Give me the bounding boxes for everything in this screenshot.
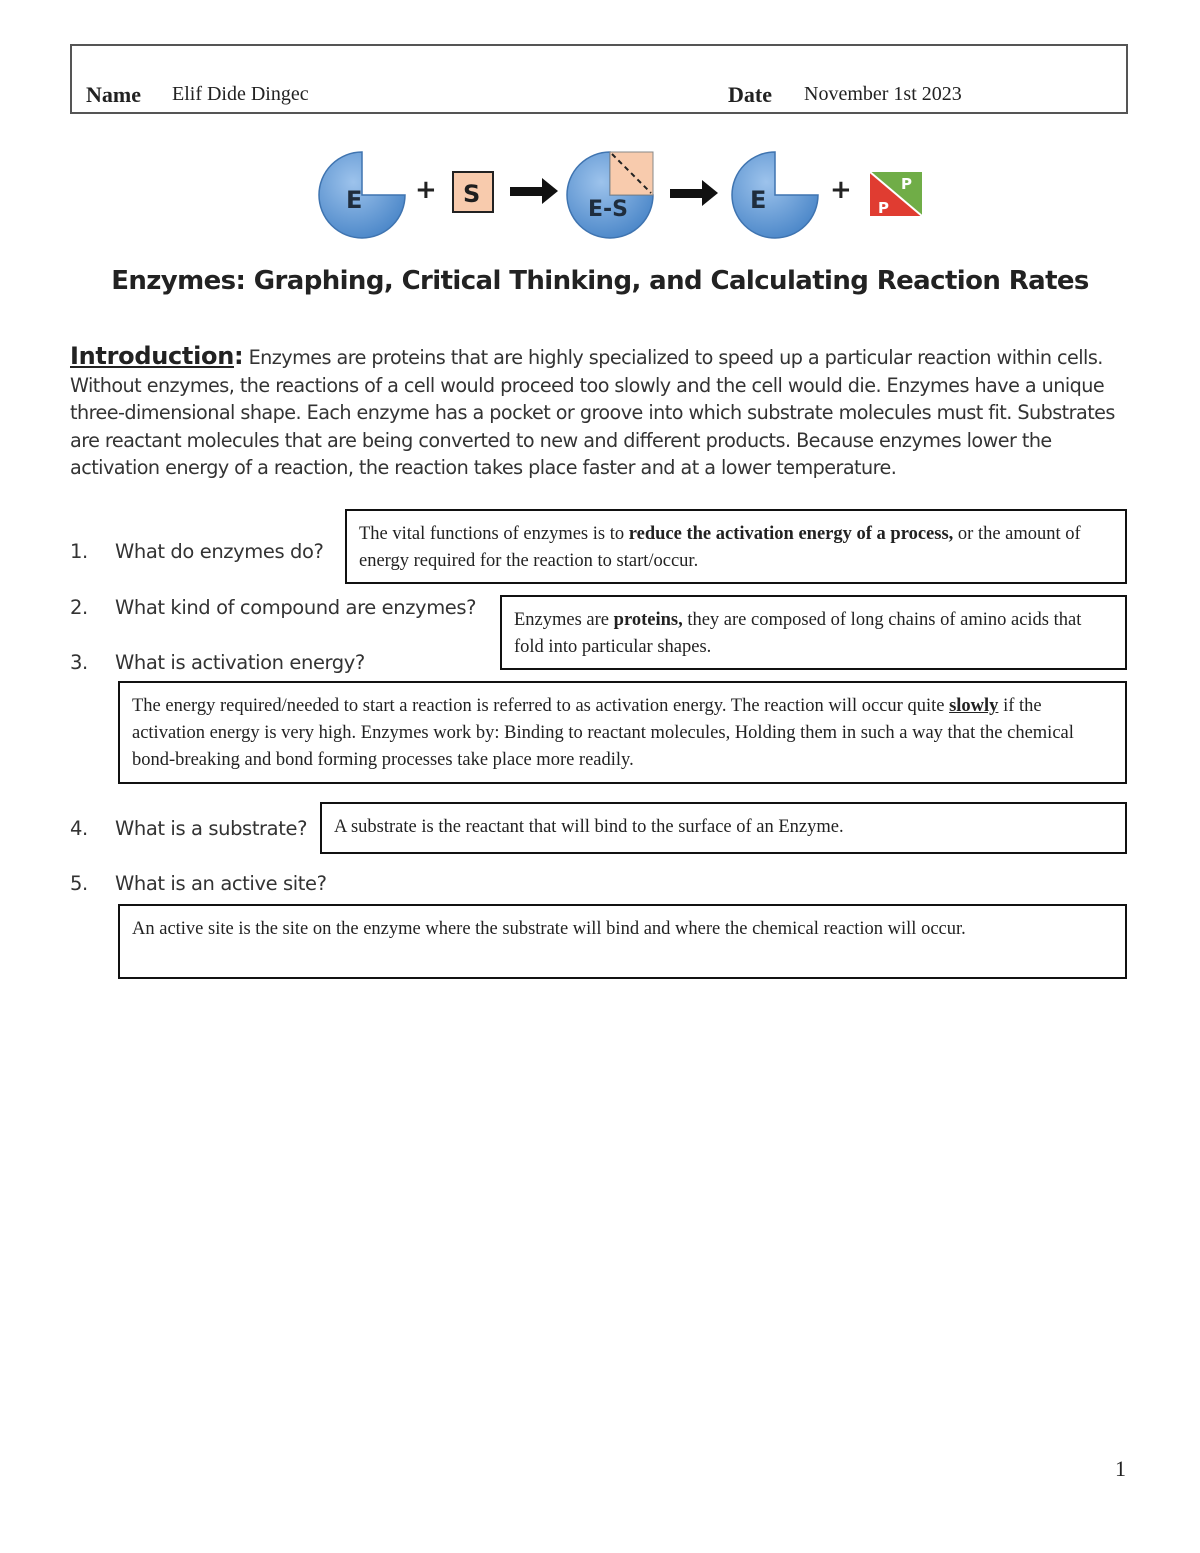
question-5 xyxy=(70,872,327,895)
product-label: P xyxy=(878,199,889,217)
answer-1-bold: reduce the activation energy of a process, xyxy=(628,524,954,544)
arrow-right-icon xyxy=(670,180,718,206)
question-text: What is a substrate? xyxy=(115,817,308,840)
answer-3-box[interactable]: The energy required/needed to start a reaction is referred to as activation energy. The reaction will occur quite slowly if the activation energy is very high. Enzymes work by: Binding to reactant molecules, Holding them in such a way that the chemical bond-breaking and bond forming processes take place more readily. xyxy=(118,681,1127,784)
question-number: 1. xyxy=(70,540,88,563)
enzyme-icon xyxy=(319,152,405,238)
answer-2-box[interactable]: Enzymes are proteins, they are composed of long chains of amino acids that fold into particular shapes. xyxy=(500,595,1127,670)
name-label: Name xyxy=(86,82,141,107)
question-number: 4. xyxy=(70,817,88,840)
header-box xyxy=(70,44,1128,114)
enzyme-label: E xyxy=(346,186,363,214)
answer-2-bold: proteins, xyxy=(613,610,683,630)
introduction-colon: : xyxy=(233,342,244,370)
enzyme-icon xyxy=(732,152,818,238)
question-4 xyxy=(70,817,307,840)
complex-label: E-S xyxy=(588,197,629,222)
page-title: Enzymes: Graphing, Critical Thinking, and Calculating Reaction Rates xyxy=(111,266,1089,296)
plus-sign: + xyxy=(415,175,437,205)
substrate-icon xyxy=(453,172,493,212)
question-text: What do enzymes do? xyxy=(115,540,324,563)
introduction-paragraph xyxy=(70,343,1130,482)
question-text: What kind of compound are enzymes? xyxy=(115,596,477,619)
answer-5-box[interactable]: An active site is the site on the enzyme where the substrate will bind and where the chemical reaction will occur. xyxy=(118,904,1127,979)
arrow-right-icon xyxy=(510,178,558,204)
substrate-label: S xyxy=(463,180,481,208)
date-value: November 1st 2023 xyxy=(804,83,962,105)
question-1 xyxy=(70,540,323,563)
introduction-text: Enzymes are proteins that are highly specialized to speed up a particular reaction within cells. Without enzymes, the reactions of a cell would proceed too slowly and the cell would die. Enzymes have a unique three-dimensional shape. Each enzyme has a pocket or groove into which substrate molecules must fit. Substrates are reactant molecules that are being converted to new and different products. Because enzymes lower the activation energy of a reaction, the reaction takes place faster and at a lower temperature. xyxy=(70,346,1115,480)
answer-3-underline: slowly xyxy=(949,696,999,716)
enzyme-label: E xyxy=(750,186,767,214)
products-icon xyxy=(870,172,922,217)
question-number: 2. xyxy=(70,596,88,619)
answer-1-box[interactable]: The vital functions of enzymes is to reduce the activation energy of a process, or the amount of energy required for the reaction to start/occur. xyxy=(345,509,1127,584)
question-number: 5. xyxy=(70,872,88,895)
name-value: Elif Dide Dingec xyxy=(172,83,309,105)
enzyme-reaction-diagram xyxy=(300,140,940,250)
question-2 xyxy=(70,596,476,619)
introduction-heading: Introduction xyxy=(70,342,234,370)
question-text: What is an active site? xyxy=(115,872,327,895)
question-number: 3. xyxy=(70,651,88,674)
date-label: Date xyxy=(728,82,772,107)
question-text: What is activation energy? xyxy=(115,651,365,674)
product-label: P xyxy=(901,175,912,193)
question-3 xyxy=(70,651,365,674)
answer-4-box[interactable]: A substrate is the reactant that will bind to the surface of an Enzyme. xyxy=(320,802,1127,854)
enzyme-substrate-complex-icon xyxy=(567,152,653,238)
plus-sign: + xyxy=(830,175,852,205)
page-number: 1 xyxy=(1115,1456,1126,1481)
